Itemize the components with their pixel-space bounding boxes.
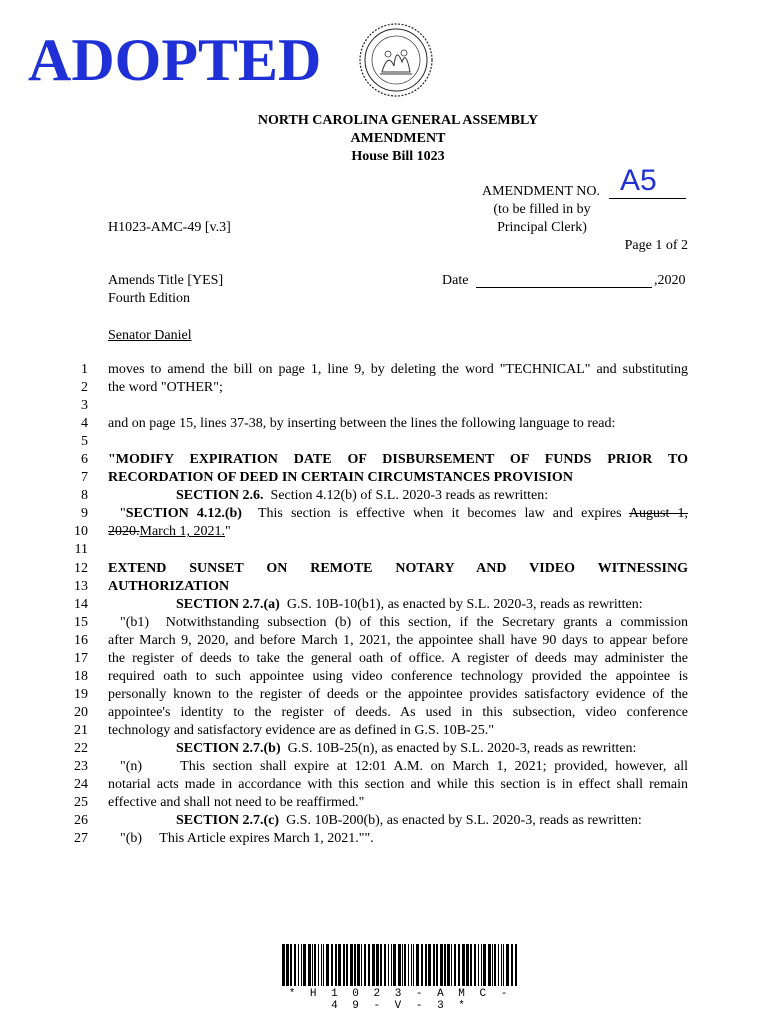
body-line — [0, 812, 770, 830]
barcode-bar — [290, 944, 292, 986]
amendment-heading: AMENDMENT — [350, 131, 446, 146]
line-number: 17 — [74, 650, 88, 666]
text-run: the register of deeds to take the general oath of office. A register of deeds may administer the — [108, 650, 688, 666]
barcode-bar — [494, 944, 496, 986]
text-run: August 1, — [628, 506, 688, 522]
barcode-bar — [425, 944, 427, 986]
line-number: 22 — [74, 740, 88, 756]
body-line — [0, 578, 770, 596]
barcode-bar — [444, 944, 446, 986]
line-text — [108, 487, 688, 505]
barcode-bar — [413, 944, 414, 986]
line-text — [108, 704, 688, 722]
barcode-bar — [404, 944, 406, 986]
state-seal-icon — [358, 22, 434, 98]
line-text — [108, 740, 688, 758]
barcode-bar — [303, 944, 306, 986]
barcode-text: * H 1 0 2 3 - A M C - 4 9 - V - 3 * — [288, 988, 512, 1012]
barcode-bar — [343, 944, 345, 986]
barcode-bar — [501, 944, 502, 986]
barcode-bar — [440, 944, 443, 986]
barcode-bar — [326, 944, 329, 986]
barcode-bar — [298, 944, 299, 986]
barcode-bar — [416, 944, 419, 986]
barcode-bar — [308, 944, 311, 986]
barcode-bar — [361, 944, 362, 986]
line-number: 16 — [74, 632, 88, 648]
barcode-bar — [466, 944, 469, 986]
body-line — [0, 415, 770, 433]
barcode-bar — [488, 944, 491, 986]
barcode-bar — [411, 944, 412, 986]
barcode-bar — [376, 944, 379, 986]
line-text — [108, 794, 688, 812]
text-run: 2020. — [108, 524, 140, 540]
line-number: 5 — [81, 434, 88, 450]
barcode-bar — [458, 944, 460, 986]
date-label: Date — [442, 273, 469, 288]
barcode-bar — [436, 944, 438, 986]
body-line — [0, 379, 770, 397]
body-line — [0, 505, 770, 523]
line-text — [108, 523, 688, 541]
adopted-stamp: ADOPTED — [28, 27, 322, 93]
barcode-bar — [462, 944, 465, 986]
line-number: 10 — [74, 524, 88, 540]
line-text — [108, 650, 688, 668]
line-number: 14 — [74, 596, 88, 612]
text-run: Section 4.12(b) of S.L. 2020-3 reads as rewritten: — [263, 488, 549, 504]
line-number: 21 — [74, 722, 88, 738]
amendment-number-line — [609, 198, 686, 199]
date-year: ,2020 — [654, 273, 686, 288]
assembly-heading: NORTH CAROLINA GENERAL ASSEMBLY — [257, 113, 539, 128]
barcode-bar — [364, 944, 366, 986]
clerk-note-line-2: Principal Clerk) — [497, 220, 587, 235]
barcode-bar — [515, 944, 517, 986]
text-run: G.S. 10B-25(n), as enacted by S.L. 2020-3, reads as rewritten: — [280, 740, 637, 756]
line-text — [108, 668, 688, 686]
body-line — [0, 704, 770, 722]
barcode-bar — [323, 944, 324, 986]
body-line — [0, 397, 770, 415]
barcode-bar — [282, 944, 285, 986]
line-number: 1 — [81, 362, 88, 377]
barcode-bar — [380, 944, 382, 986]
text-run: " — [120, 506, 126, 522]
text-run: appointee's identity to the register of deeds. As used in this subsection, video conference — [108, 704, 688, 720]
amendment-number-value: A5 — [620, 164, 657, 197]
body-line — [0, 794, 770, 812]
barcode-bar — [447, 944, 450, 986]
text-run: SECTION 2.7.(b) — [176, 740, 281, 756]
text-run: effective and shall not need to be reaffirmed." — [108, 795, 365, 811]
body-line — [0, 451, 770, 469]
line-number: 3 — [81, 398, 88, 414]
text-run: "(n) This section shall expire at 12:01 A.M. on March 1, 2021; provided, however, all — [120, 759, 688, 775]
barcode-bar — [372, 944, 375, 986]
body-line — [0, 686, 770, 704]
line-text — [108, 578, 688, 596]
bill-heading: House Bill 1023 — [351, 149, 445, 164]
line-number: 15 — [74, 614, 88, 630]
text-run: "MODIFY EXPIRATION DATE OF DISBURSEMENT OF FUNDS PRIOR TO — [108, 452, 688, 468]
line-text — [108, 776, 688, 794]
body-line — [0, 469, 770, 487]
barcode-bar — [451, 944, 452, 986]
line-text — [108, 469, 688, 487]
barcode-bar — [318, 944, 319, 986]
sponsor: Senator Daniel — [108, 328, 192, 343]
line-number: 9 — [81, 506, 88, 522]
barcode-bar — [511, 944, 513, 986]
line-number: 25 — [74, 795, 88, 811]
barcode-bar — [402, 944, 403, 986]
barcode-bar — [384, 944, 386, 986]
body-line — [0, 650, 770, 668]
line-number: 6 — [81, 452, 88, 468]
barcode-bar — [331, 944, 333, 986]
body-line — [0, 830, 770, 848]
body-line — [0, 776, 770, 794]
line-number: 11 — [74, 542, 88, 558]
barcode-bar — [388, 944, 389, 986]
body-line — [0, 614, 770, 632]
body-line — [0, 758, 770, 776]
clerk-note — [482, 201, 602, 237]
barcode-bar — [368, 944, 370, 986]
barcode-bar — [301, 944, 302, 986]
line-number: 4 — [81, 416, 88, 432]
line-text — [108, 812, 688, 830]
text-run: RECORDATION OF DEED IN CERTAIN CIRCUMSTANCES PROVISION — [108, 470, 573, 486]
body-line — [0, 668, 770, 686]
text-run: SECTION 4.12.(b) — [125, 506, 242, 522]
body-line — [0, 433, 770, 451]
body-line — [0, 632, 770, 650]
line-text — [108, 614, 688, 632]
line-text — [108, 505, 688, 523]
line-number: 23 — [74, 759, 88, 775]
barcode-bar — [393, 944, 396, 986]
date-line — [476, 287, 652, 288]
barcode-icon — [280, 944, 520, 990]
barcode-bar — [398, 944, 401, 986]
barcode-bar — [428, 944, 431, 986]
line-number: 2 — [81, 380, 88, 396]
text-run: required oath to such appointee using video conference technology provided the appointee is — [108, 668, 688, 684]
barcode-bar — [286, 944, 289, 986]
amendment-code: H1023-AMC-49 [v.3] — [108, 220, 231, 235]
line-text — [108, 758, 688, 776]
line-text — [108, 379, 688, 397]
barcode-bar — [408, 944, 409, 986]
line-number: 13 — [74, 578, 88, 594]
line-text — [108, 686, 688, 704]
text-run: technology and satisfactory evidence are as defined in G.S. 10B-25." — [108, 722, 494, 738]
page-indicator: Page 1 of 2 — [624, 238, 688, 253]
text-run: SECTION 2.6. — [176, 488, 264, 504]
line-number: 20 — [74, 704, 88, 720]
body-line — [0, 596, 770, 614]
barcode-bar — [335, 944, 337, 986]
barcode-bar — [454, 944, 456, 986]
barcode-bar — [346, 944, 348, 986]
line-number: 24 — [74, 777, 88, 793]
amendment-body — [0, 361, 770, 848]
text-run: EXTEND SUNSET ON REMOTE NOTARY AND VIDEO WITNESSING — [108, 560, 688, 576]
text-run: G.S. 10B-10(b1), as enacted by S.L. 2020-3, reads as rewritten: — [279, 596, 643, 612]
line-number: 26 — [74, 813, 88, 829]
text-run: " — [225, 524, 231, 540]
body-line — [0, 541, 770, 559]
clerk-note-line-1: (to be filled in by — [493, 202, 591, 217]
text-run: G.S. 10B-200(b), as enacted by S.L. 2020-3, reads as rewritten: — [279, 813, 642, 829]
line-number: 12 — [74, 560, 88, 576]
line-text — [108, 830, 688, 848]
text-run: and on page 15, lines 37-38, by inserting between the lines the following language to read: — [108, 416, 616, 432]
barcode-bar — [312, 944, 313, 986]
body-line — [0, 560, 770, 578]
body-line — [0, 361, 770, 379]
text-run: after March 9, 2020, and before March 1, 2021, the appointee shall have 90 days to appear before — [108, 632, 688, 648]
text-run: This section is effective when it becomes law and expires — [241, 506, 629, 522]
barcode-bar — [350, 944, 353, 986]
edition: Fourth Edition — [108, 291, 191, 306]
body-line — [0, 523, 770, 541]
text-run: March 1, 2021. — [139, 524, 226, 540]
text-run: AUTHORIZATION — [108, 578, 230, 594]
body-line — [0, 722, 770, 740]
barcode-bar — [314, 944, 316, 986]
barcode-bar — [321, 944, 322, 986]
text-run: "(b1) Notwithstanding subsection (b) of this section, if the Secretary grants a commission — [120, 614, 688, 630]
barcode-bar — [503, 944, 504, 986]
line-text — [108, 451, 688, 469]
barcode-bar — [470, 944, 472, 986]
barcode-bar — [474, 944, 476, 986]
text-run: "(b) This Article expires March 1, 2021."". — [120, 831, 374, 847]
barcode-bar — [433, 944, 435, 986]
line-text — [108, 560, 688, 578]
barcode-bar — [492, 944, 493, 986]
line-text — [108, 415, 688, 433]
barcode-bar — [498, 944, 499, 986]
barcode-bar — [357, 944, 360, 986]
text-run: SECTION 2.7.(a) — [176, 596, 280, 612]
amends-title: Amends Title [YES] — [108, 273, 224, 288]
line-text — [108, 722, 688, 740]
barcode-bar — [294, 944, 296, 986]
text-run: moves to amend the bill on page 1, line 9, by deleting the word "TECHNICAL" and substituting — [108, 362, 688, 377]
line-number: 7 — [81, 470, 88, 486]
barcode-bar — [481, 944, 482, 986]
barcode-bar — [478, 944, 479, 986]
barcode-bar — [421, 944, 423, 986]
text-run: SECTION 2.7.(c) — [176, 813, 280, 829]
barcode-bar — [354, 944, 356, 986]
text-run: the word "OTHER"; — [108, 380, 223, 396]
barcode-bar — [338, 944, 341, 986]
amendment-number-label: AMENDMENT NO. — [482, 184, 600, 199]
barcode-bar — [506, 944, 509, 986]
body-line — [0, 740, 770, 758]
barcode-bar — [483, 944, 486, 986]
line-number: 8 — [81, 488, 88, 504]
line-text — [108, 632, 688, 650]
body-line — [0, 487, 770, 505]
text-run: notarial acts made in accordance with this section and while this section is in effect shall remain — [108, 777, 688, 793]
line-text — [108, 361, 688, 379]
line-number: 19 — [74, 686, 88, 702]
line-number: 27 — [74, 831, 88, 847]
line-text — [108, 596, 688, 614]
line-number: 18 — [74, 668, 88, 684]
barcode-bar — [391, 944, 392, 986]
text-run: personally known to the register of deeds or the appointee provides satisfactory evidence of the — [108, 686, 688, 702]
